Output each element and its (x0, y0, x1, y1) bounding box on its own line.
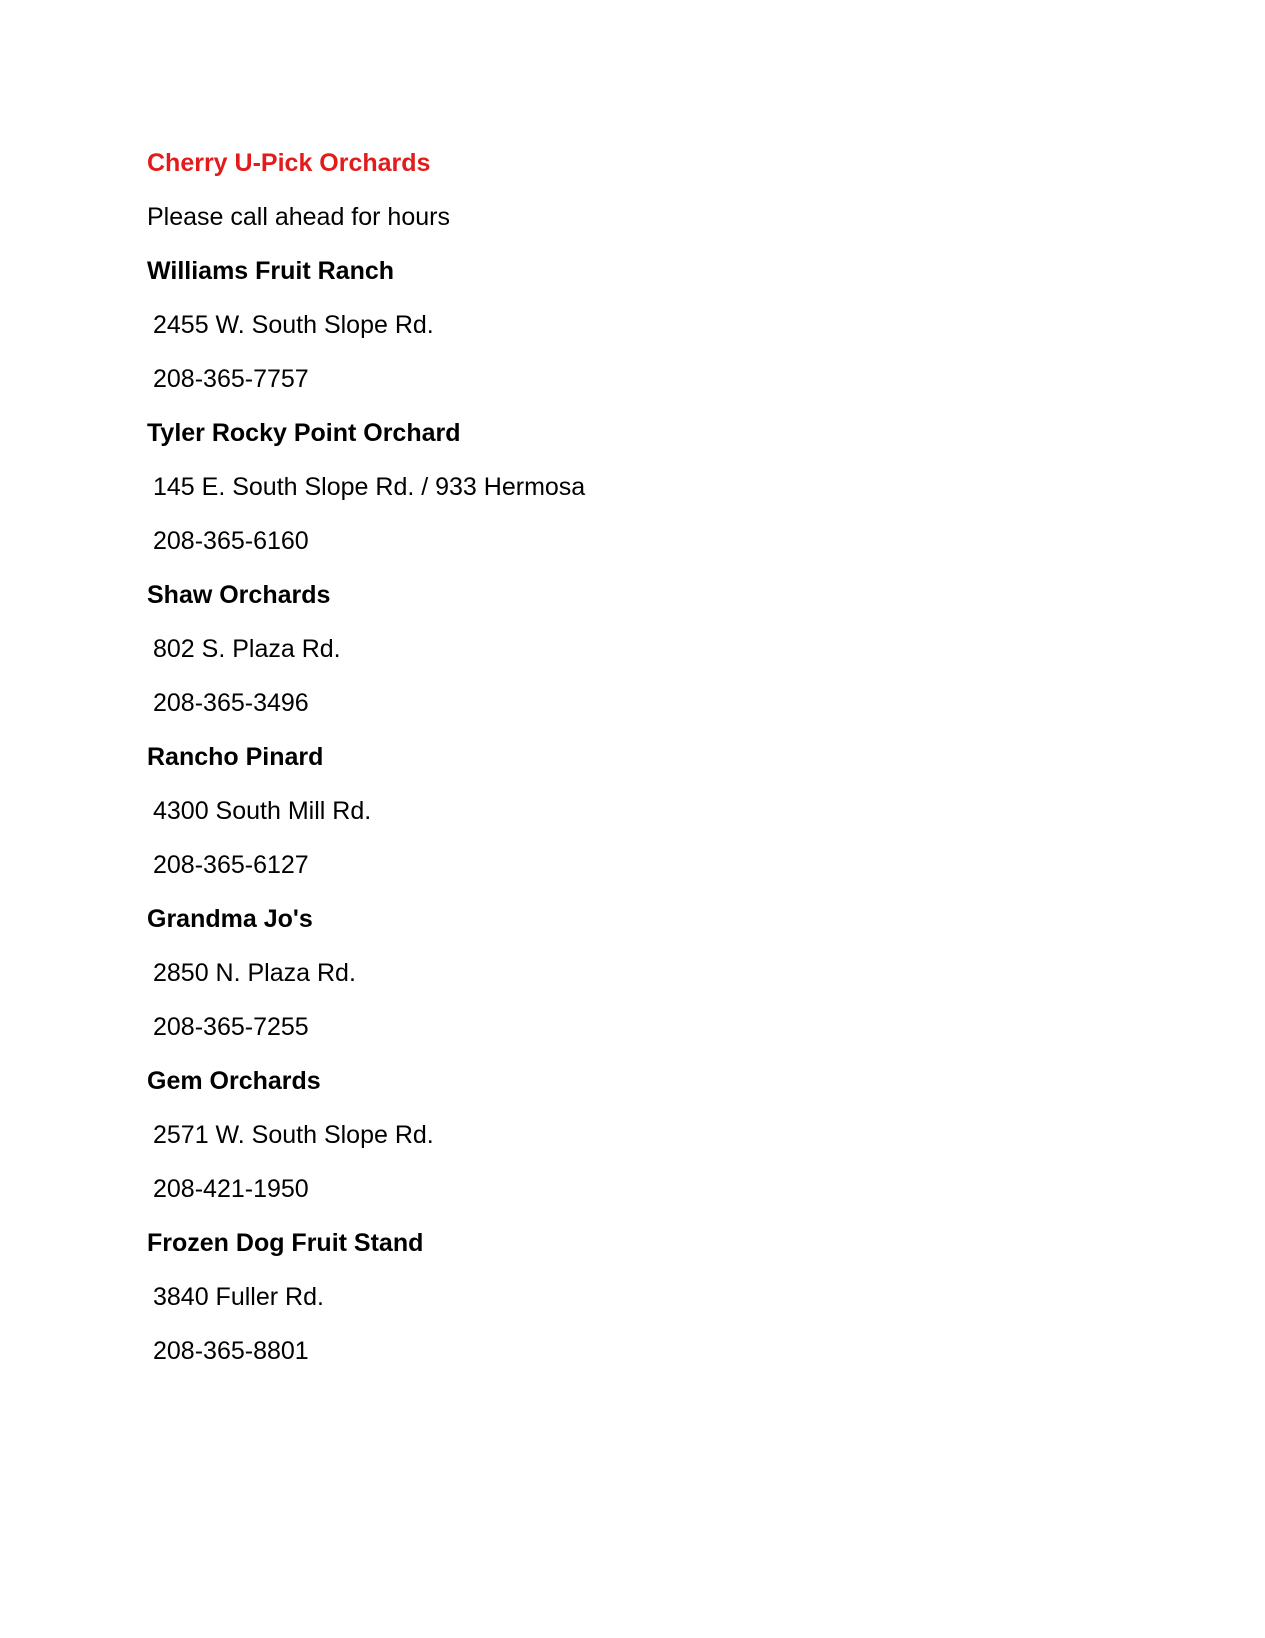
orchard-address: 3840 Fuller Rd. (153, 1283, 324, 1311)
orchard-entry (147, 903, 1147, 1065)
orchard-phone: 208-365-3496 (153, 689, 309, 717)
orchard-entry (147, 741, 1147, 903)
page-title: Cherry U-Pick Orchards (147, 149, 431, 177)
orchard-address: 4300 South Mill Rd. (153, 797, 372, 825)
orchard-name: Rancho Pinard (147, 743, 324, 771)
orchard-entry (147, 579, 1147, 741)
document-page (147, 147, 1147, 1389)
orchard-address: 2850 N. Plaza Rd. (153, 959, 356, 987)
orchard-entry (147, 255, 1147, 417)
orchard-phone: 208-421-1950 (153, 1175, 309, 1203)
orchard-name: Grandma Jo's (147, 905, 313, 933)
orchard-entry (147, 417, 1147, 579)
orchard-address: 2455 W. South Slope Rd. (153, 311, 434, 339)
orchard-address: 2571 W. South Slope Rd. (153, 1121, 434, 1149)
hours-note: Please call ahead for hours (147, 203, 450, 231)
orchard-name: Gem Orchards (147, 1067, 321, 1095)
orchard-name: Frozen Dog Fruit Stand (147, 1229, 424, 1257)
orchard-name: Williams Fruit Ranch (147, 257, 395, 285)
orchard-phone: 208-365-6127 (153, 851, 309, 879)
orchard-name: Tyler Rocky Point Orchard (147, 419, 461, 447)
orchard-phone: 208-365-6160 (153, 527, 309, 555)
orchard-name: Shaw Orchards (147, 581, 331, 609)
orchard-address: 145 E. South Slope Rd. / 933 Hermosa (153, 473, 586, 501)
orchard-phone: 208-365-7757 (153, 365, 309, 393)
orchard-entry (147, 1065, 1147, 1227)
orchard-address: 802 S. Plaza Rd. (153, 635, 341, 663)
orchard-phone: 208-365-8801 (153, 1337, 309, 1365)
orchard-entry (147, 1227, 1147, 1389)
orchard-phone: 208-365-7255 (153, 1013, 309, 1041)
